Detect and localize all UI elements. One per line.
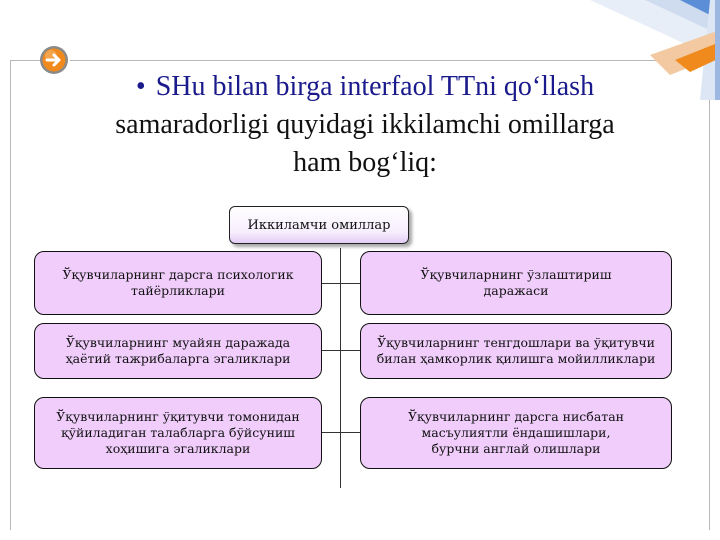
factor-box-left-2: Ўқувчиларнинг муайян даражада ҳаётий тажрибаларга эгаликлари — [34, 323, 322, 379]
diagram-header-box: Иккиламчи омиллар — [229, 206, 409, 244]
connector-right-3 — [340, 432, 360, 433]
factor-box-left-1: Ўқувчиларнинг дарсга психологик тайёрликлари — [34, 251, 322, 315]
title-line-1: SHu bilan birga interfaol TTni qo‘llash — [155, 71, 595, 102]
title-line-3: ham bog‘liq: — [293, 147, 437, 178]
connector-vertical-line — [340, 248, 341, 488]
connector-left-3 — [322, 432, 340, 433]
factor-box-right-1: Ўқувчиларнинг ўзлаштириш даражаси — [360, 251, 672, 315]
slide-frame-right — [709, 60, 710, 530]
title-bullet: • — [135, 71, 146, 102]
slide-title — [60, 68, 670, 182]
factor-box-right-3: Ўқувчиларнинг дарсга нисбатан масъулиятли ёндашишлари, бурчни англай олишлари — [360, 397, 672, 469]
connector-left-2 — [322, 350, 340, 351]
connector-right-2 — [340, 350, 360, 351]
connector-right-1 — [340, 283, 360, 284]
title-line-2: samaradorligi quyidagi ikkilamchi omillarga — [115, 109, 615, 140]
factor-box-left-3: Ўқувчиларнинг ўқитувчи томонидан қўйиладиган талабларга бўйсуниш хоҳишига эгаликлари — [34, 397, 322, 469]
connector-left-1 — [322, 283, 340, 284]
factor-box-right-2: Ўқувчиларнинг тенгдошлари ва ўқитувчи билан ҳамкорлик қилишга мойилликлари — [360, 323, 672, 379]
slide-frame-left — [10, 60, 11, 530]
